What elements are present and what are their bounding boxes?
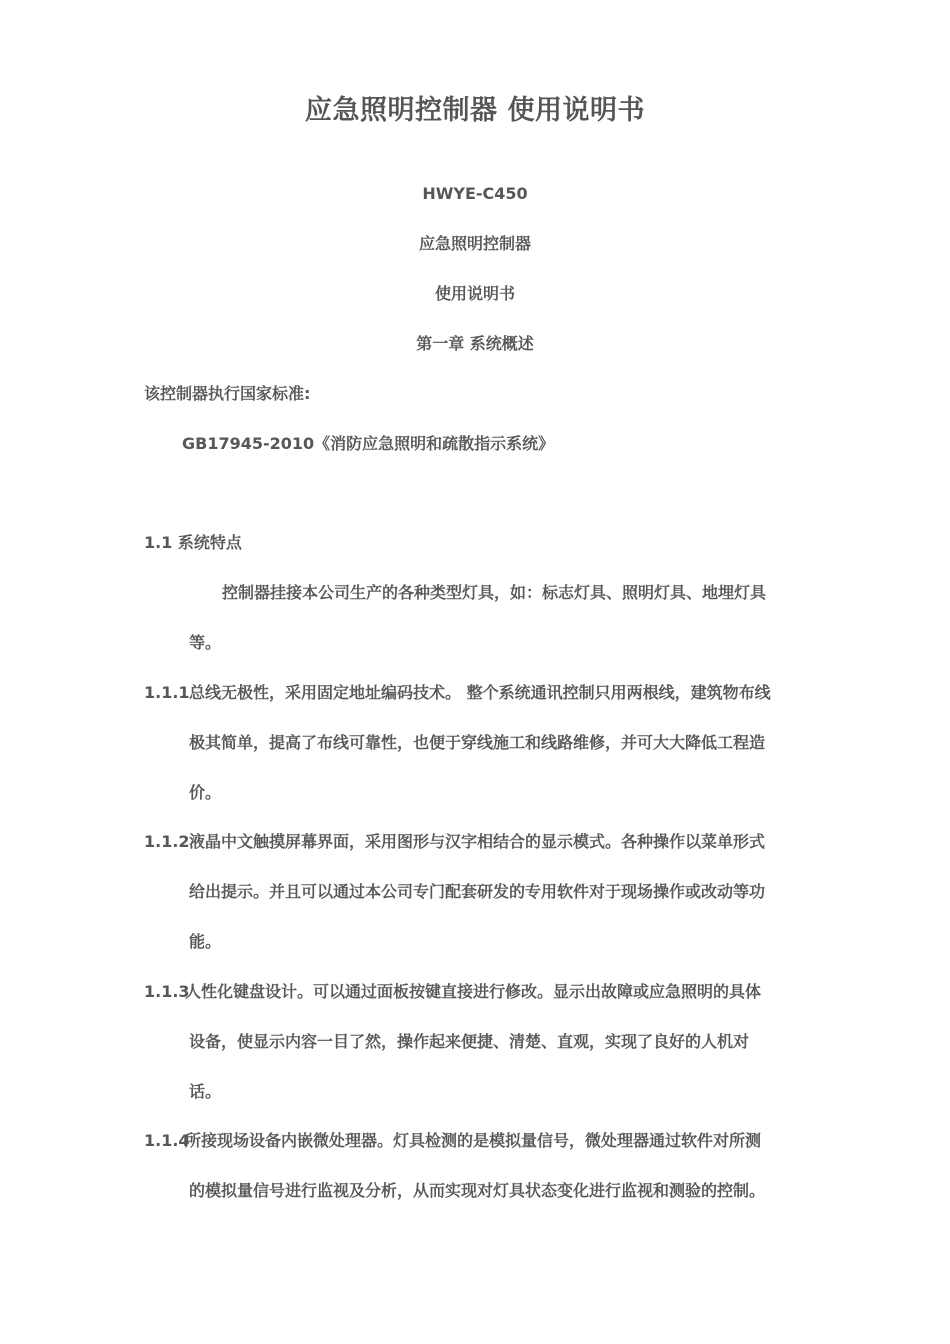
feature-line: 总线无极性，采用固定地址编码技术。 整个系统通讯控制只用两根线，建筑物布线 (189, 683, 771, 702)
feature-number: 1.1.2 (144, 832, 190, 851)
feature-line: 人性化键盘设计。可以通过面板按键直接进行修改。显示出故障或应急照明的具体 (185, 982, 762, 1001)
feature-line: 话。 (189, 1082, 222, 1101)
section-heading: 1.1 系统特点 (144, 533, 242, 552)
feature-number: 1.1.4 (144, 1131, 190, 1150)
feature-line: 的模拟量信号进行监视及分析，从而实现对灯具状态变化进行监视和测验的控制。 (189, 1181, 766, 1200)
feature-number: 1.1.1 (144, 683, 190, 702)
feature-line: 能。 (189, 932, 222, 951)
document-title: 应急照明控制器 使用说明书 (305, 95, 645, 126)
manual-label: 使用说明书 (434, 284, 515, 303)
feature-line: 设备，使显示内容一目了然，操作起来便捷、清楚、直观，实现了良好的人机对 (189, 1032, 750, 1051)
model-number: HWYE-C450 (422, 184, 528, 203)
intro-line: 控制器挂接本公司生产的各种类型灯具，如：标志灯具、照明灯具、地埋灯具 (222, 583, 767, 602)
standard-name: GB17945-2010《消防应急照明和疏散指示系统》 (182, 434, 555, 453)
feature-line: 液晶中文触摸屏幕界面，采用图形与汉字相结合的显示模式。各种操作以菜单形式 (189, 832, 766, 851)
feature-line: 给出提示。并且可以通过本公司专门配套研发的专用软件对于现场操作或改动等功 (189, 882, 766, 901)
feature-line: 所接现场设备内嵌微处理器。灯具检测的是模拟量信号，微处理器通过软件对所测 (185, 1131, 762, 1150)
intro-line: 等。 (189, 633, 222, 652)
feature-line: 极其简单，提高了布线可靠性，也便于穿线施工和线路维修，并可大大降低工程造 (189, 733, 766, 752)
standard-intro: 该控制器执行国家标准: (144, 384, 311, 403)
product-name: 应急照明控制器 (418, 234, 531, 253)
chapter-heading: 第一章 系统概述 (416, 334, 534, 353)
feature-number: 1.1.3 (144, 982, 190, 1001)
feature-line: 价。 (189, 783, 222, 802)
